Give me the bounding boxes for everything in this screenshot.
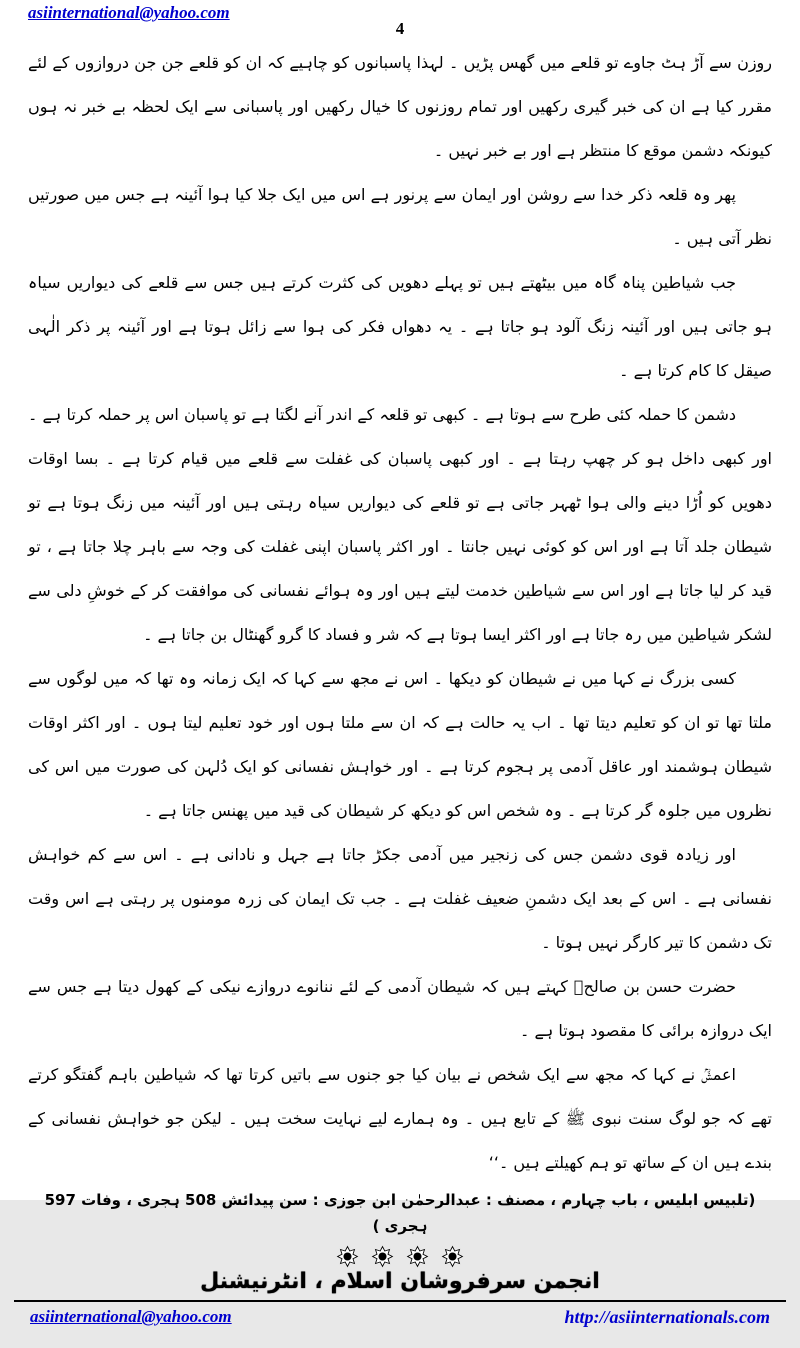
paragraph-1: روزن سے آڑ ہٹ جاوے تو قلعے میں گھس پڑیں ۔ لہذا پاسبانوں کو چاہیے کہ ان کو قلعے جن جن دروازوں کے لئے مقرر کیا ہے ان کی خبر گیری رکھیں اور تمام روزنوں کا خیال رکھیں اور پاسبانی سے ایک لحظہ بے خبر نہ ہوں کیونکہ دشمن موقع کا منتظر ہے اور بے خبر نہیں ۔ <box>28 53 772 160</box>
paragraph-6: اور زیادہ قوی دشمن جس کی زنجیر میں آدمی جکڑ جاتا ہے جہل و نادانی ہے ۔ اس سے کم خواہش نفسانی ہے ۔ اس کے بعد ایک دشمنِ ضعیف غفلت ہے ۔ جب تک ایمان کی زرہ مومنوں پر رہتی ہے اس وقت تک دشمن کا تیر کارگر نہیں ہوتا ۔ <box>28 845 772 952</box>
page-number: 4 <box>395 19 405 38</box>
paragraph-4: دشمن کا حملہ کئی طرح سے ہوتا ہے ۔ کبھی تو قلعہ کے اندر آنے لگتا ہے تو پاسبان اس پر حملہ کرتا ہے ۔ اور کبھی داخل ہو کر چھپ رہتا ہے ۔ اور کبھی پاسبان کی غفلت سے قلعے میں قیام کرتا ہے ۔ بسا اوقات دھویں کو اُڑا دینے والی ہوا ٹھہر جاتی ہے تو قلعے کی دیواریں سیاہ رہتی ہیں اور آئینہ میں زنگ ہوتا ہے تو شیطان جلد آتا ہے اور اس کو کوئی نہیں جانتا ۔ اور اکثر پاسبان اپنی غفلت کی وجہ سے باہر چلا جاتا ہے ، تو قید کر لیا جاتا ہے اور اس سے شیاطین خدمت لیتے ہیں اور وہ ہوائے نفسانی کی موافقت کر کے خوشِ دلی سے لشکر شیاطین میں رہ جاتا ہے اور اکثر ایسا ہوتا ہے کہ شر و فساد کا گرو گھنٹال بن جاتا ہے ۔ <box>28 405 772 644</box>
page-footer <box>0 1302 800 1348</box>
footer-email-link[interactable]: asiinternational@yahoo.com <box>30 1307 232 1326</box>
star-ornament-icon <box>442 1246 463 1267</box>
paragraph-5: کسی بزرگ نے کہا میں نے شیطان کو دیکھا ۔ اس نے مجھ سے کہا کہ ایک زمانہ وہ تھا کہ میں لوگوں سے ملتا تھا تو ان کو تعلیم دیتا تھا ۔ اب یہ حالت ہے کہ ان سے ملتا ہوں اور خود تعلیم لیتا ہوں ۔ اور اکثر اوقات شیطان ہوشمند اور عاقل آدمی پر ہجوم کرتا ہے ۔ اور خواہش نفسانی کو ایک دُلہن کی صورت میں اس کی نظروں میں جلوہ گر کرتا ہے ۔ وہ شخص اس کو دیکھ کر شیطان کی قید میں پھنس جاتا ہے ۔ <box>28 669 772 820</box>
paragraph-8: اعمشؒ نے کہا کہ مجھ سے ایک شخص نے بیان کیا جو جنوں سے باتیں کرتا تھا کہ شیاطین باہم گفتگو کرتے تھے کہ جو لوگ سنت نبوی ﷺ کے تابع ہیں ۔ وہ ہمارے لیے نہایت سخت ہیں ۔ لیکن جو خواہش نفسانی کے بندے ہیں ان کے ساتھ تو ہم کھیلتے ہیں ۔‘‘ <box>28 1065 773 1172</box>
paragraph-7: حضرت حسن بن صالحؒ کہتے ہیں کہ شیطان آدمی کے لئے ننانوے دروازے نیکی کے کھول دیتا ہے جس سے ایک دروازہ برائی کا مقصود ہوتا ہے ۔ <box>28 977 772 1040</box>
paragraph-2: پھر وہ قلعہ ذکر خدا سے روشن اور ایمان سے پرنور ہے اس میں ایک جلا کیا ہوا آئینہ ہے جس میں صورتیں نظر آتی ہیں ۔ <box>28 185 772 248</box>
reference-citation: (تلبیس ابلیس ، باب چہارم ، مصنف : عبدالرحمٰن ابن جوزی : سن پیدائش 508 ہجری ، وفات 597 ہجری ) <box>44 1191 756 1235</box>
star-ornament-icon <box>407 1246 428 1267</box>
organization-title: انجمن سرفروشان اسلام ، انٹرنیشنل <box>200 1269 600 1294</box>
star-ornament-icon <box>337 1246 358 1267</box>
page-header <box>0 0 800 39</box>
ornament-row <box>0 1245 800 1267</box>
star-ornament-icon <box>372 1246 393 1267</box>
footer-website-link[interactable]: http://asiinternationals.com <box>564 1307 770 1327</box>
header-email-link[interactable]: asiinternational@yahoo.com <box>28 3 230 22</box>
paragraph-3: جب شیاطین پناہ گاہ میں بیٹھتے ہیں تو پہلے دھویں کی کثرت کرتے ہیں جس سے قلعے کی دیواریں سیاہ ہو جاتی ہیں اور آئینہ زنگ آلود ہو جاتا ہے ۔ یہ دھواں فکر کی ہوا سے زائل ہوتا ہے اور آئینہ پر ذکر الٰہی صیقل کا کام کرتا ہے ۔ <box>28 273 772 380</box>
body-text <box>0 39 800 1185</box>
